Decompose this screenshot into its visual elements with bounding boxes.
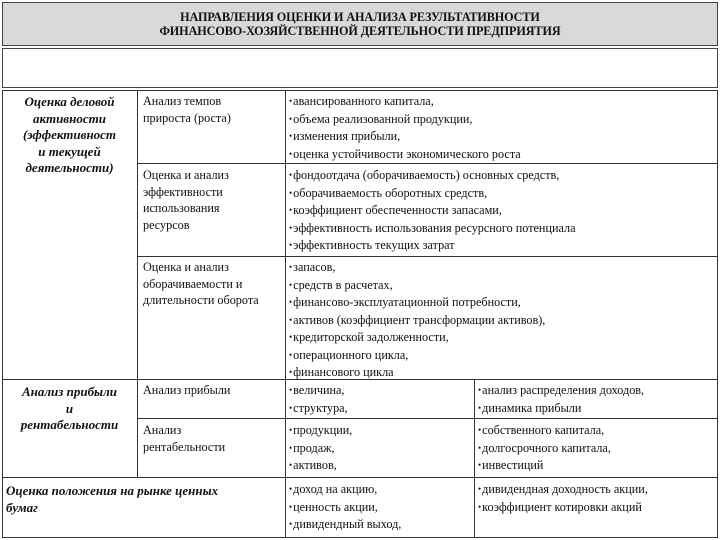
table-border-right (717, 90, 718, 538)
row-divider (137, 418, 718, 419)
list-item: • продукции, (289, 422, 352, 440)
method-line: Анализ темпов (143, 94, 222, 108)
method-growth-rates (143, 93, 231, 126)
table-border-left (2, 90, 3, 538)
list-item: • собственного капитала, (478, 422, 611, 440)
list-item: • финансового цикла (289, 364, 545, 382)
list-item: • эффективность использования ресурсного потенциала (289, 220, 576, 238)
items-split-divider (474, 379, 475, 538)
category-securities-market (6, 483, 282, 516)
items-profit-left (289, 382, 348, 417)
method-line: длительности оборота (143, 293, 259, 307)
list-item: • доход на акцию, (289, 481, 401, 499)
method-profit-analysis (143, 382, 230, 399)
list-item: • оценка устойчивости экономического роста (289, 146, 521, 164)
list-item: • эффективность текущих затрат (289, 237, 576, 255)
category-line: рентабельности (20, 417, 119, 432)
category-profit-profitability (4, 384, 135, 434)
items-growth-rates (289, 93, 521, 163)
method-line: Анализ прибыли (143, 383, 231, 397)
method-line: Анализ (143, 423, 182, 437)
table-border-top (2, 90, 718, 91)
list-item: • изменения прибыли, (289, 128, 521, 146)
method-profitability-analysis (143, 422, 225, 455)
items-securities-left (289, 481, 401, 534)
method-line: использования (143, 201, 220, 215)
list-item: • кредиторской задолженности, (289, 329, 545, 347)
items-profitability-left (289, 422, 352, 475)
method-line: ресурсов (143, 217, 190, 232)
table-header (2, 2, 718, 46)
row-divider (137, 256, 718, 257)
list-item: • активов, (289, 457, 352, 475)
list-item: • оборачиваемость оборотных средств, (289, 185, 576, 203)
category-line: деятельности) (25, 160, 114, 175)
method-line: рентабельности (143, 439, 226, 454)
list-item: • структура, (289, 400, 348, 418)
title-line-2: ФИНАНСОВО-ХОЗЯЙСТВЕННОЙ ДЕЯТЕЛЬНОСТИ ПРЕДПРИЯТИЯ (159, 24, 561, 38)
list-item: • коэффициент котировки акций (478, 499, 648, 517)
category-business-activity (4, 94, 135, 177)
method-divider (285, 90, 286, 538)
header-empty-band (2, 48, 718, 88)
method-turnover (143, 259, 259, 309)
method-resource-efficiency (143, 167, 229, 233)
category-line: активности (33, 110, 106, 126)
list-item: • коэффициент обеспеченности запасами, (289, 202, 576, 220)
method-line: Оценка и анализ (143, 168, 229, 182)
list-item: • величина, (289, 382, 348, 400)
method-line: эффективности (143, 184, 223, 199)
items-resource-efficiency (289, 167, 576, 255)
category-divider (137, 90, 138, 478)
category-line: Анализ прибыли (22, 384, 117, 399)
table-border-bottom (2, 537, 718, 538)
list-item: • финансово-эксплуатационной потребности, (289, 294, 545, 312)
category-line: и (65, 400, 74, 416)
list-item: • авансированного капитала, (289, 93, 521, 111)
category-line: Оценка деловой (24, 94, 115, 109)
category-line: (эффективност (22, 127, 117, 142)
category-line: и текущей (38, 143, 101, 159)
items-securities-right (478, 481, 648, 516)
list-item: • дивидендный выход, (289, 516, 401, 534)
list-item: • инвестиций (478, 457, 611, 475)
list-item: • ценность акции, (289, 499, 401, 517)
items-profitability-right (478, 422, 611, 475)
list-item: • фондоотдача (оборачиваемость) основных средств, (289, 167, 576, 185)
list-item: • операционного цикла, (289, 347, 545, 365)
row-divider (137, 163, 718, 164)
list-item: • средств в расчетах, (289, 277, 545, 295)
method-line: прироста (роста) (143, 110, 231, 125)
items-profit-right (478, 382, 644, 417)
list-item: • дивидендная доходность акции, (478, 481, 648, 499)
method-line: Оценка и анализ (143, 260, 229, 274)
title-line-1: НАПРАВЛЕНИЯ ОЦЕНКИ И АНАЛИЗА РЕЗУЛЬТАТИВНОСТИ (180, 10, 540, 24)
items-turnover (289, 259, 545, 382)
section-divider (2, 477, 718, 478)
list-item: • динамика прибыли (478, 400, 644, 418)
list-item: • анализ распределения доходов, (478, 382, 644, 400)
list-item: • активов (коэффициент трансформации активов), (289, 312, 545, 330)
method-line: оборачиваемости и (143, 276, 243, 291)
category-line: Оценка положения на рынке ценных (6, 483, 219, 498)
category-line: бумаг (6, 499, 38, 515)
list-item: • долгосрочного капитала, (478, 440, 611, 458)
list-item: • продаж, (289, 440, 352, 458)
list-item: • объема реализованной продукции, (289, 111, 521, 129)
list-item: • запасов, (289, 259, 545, 277)
